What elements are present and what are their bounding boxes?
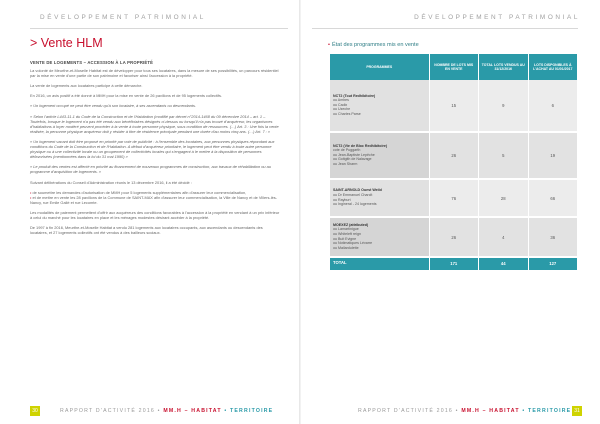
header-lots-vendus: TOTAL LOTS VENDUS AU 31/12/2016 <box>479 54 529 80</box>
paragraph-council: Suivant délibérations du Conseil d'Administration réunis le 13 décembre 2016, il a été décidé : <box>30 179 192 185</box>
total-vendus: 44 <box>479 257 529 271</box>
cell-vendus: 9 <box>479 80 529 132</box>
decision-list <box>30 190 280 205</box>
total-label: TOTAL <box>330 257 429 271</box>
paragraph-payment: Les modalités de paiement permettent d'offrir aux acquéreurs des conditions favorables à l'accession à la propriété en vendant à un prix inférieur à celui du marché pour les locataires en place et les ménages modestes désirant accéder à la propriété. <box>30 209 280 220</box>
quote-vacant: « Un logement vacant doit être proposé en priorité par voie de publicité : à l'ensemble des locataires, aux personnes physiques répondant aux conditions du Code de la Construction et de l'Habitation. A défaut d'acquéreur prioritaire, le logement peut être vendu à toute autre personne physique ou à une collectivité locale ou un groupement de collectivités locales qui s'engagent à le mettre à la disposition de personnes défavorisées (mentionnées dans la loi du 31 mai 1990) » <box>30 138 275 160</box>
cell-disponibles: 6 <box>528 80 578 132</box>
programme-cell: NCT2 (Vie de Bloc Redhibitoire) cote de Puggarth ou Jean-Baptiste Lepêche ou Goltgith de Nalavage ou Jean Sharm <box>330 132 429 179</box>
footer-brand: MM.H – HABITAT <box>461 408 520 414</box>
cell-vendus: 28 <box>479 179 529 217</box>
footer-brand-territoire: • TERRITOIRE <box>522 408 572 414</box>
list-item: • de soumettre les demandes d'autorisation de MMH pour 5 logements supplémentaires afin d'assurer leur commercialisation, <box>30 190 280 195</box>
footer-brand: MM.H – HABITAT <box>163 408 222 414</box>
cell-vendus: 4 <box>479 217 529 257</box>
cell-mis-en-vente: 15 <box>429 80 479 132</box>
header-lots-mis-en-vente: NOMBRE DE LOTS MIS EN VENTE <box>429 54 479 80</box>
total-mis-en-vente: 171 <box>429 257 479 271</box>
table-title: • État des programmes mis en vente <box>328 42 419 48</box>
footer-left <box>60 408 273 414</box>
footer-right <box>358 408 571 414</box>
cell-vendus: 5 <box>479 132 529 179</box>
programmes-table <box>330 54 578 272</box>
table-row <box>330 217 578 257</box>
programme-cell: NCT2 (Tout Redhibitoire) ou Ambes ou Cadix ou Uzeche ou Charles Parse <box>330 80 429 132</box>
top-rule-left <box>30 28 288 29</box>
paragraph-intro: La volonté de Meurthe-et-Moselle Habitat est de développer pour tous ses locataires, dans la mesure de ses possibilités, un parcours résidentiel par la mise en vente d'une partie de son patrimoine et favoriser ainsi l'accession à la propriété. <box>30 68 279 79</box>
header-lots-disponibles: LOTS DISPONIBLES À L'ACHAT AU 01/01/2017 <box>528 54 578 80</box>
body-text <box>30 60 280 240</box>
footer-report-label: RAPPORT D'ACTIVITÉ 2016 • <box>358 408 459 414</box>
programme-cell: MOEXEZ (attributed) ou Lamartinigue ou Whiteleft reign ou Buit Evigne ou Notimatiques Lévarre ou Mailardulette <box>330 217 429 257</box>
table-row <box>330 179 578 217</box>
paragraph-history: De 1997 à fin 2016, Meurthe-et-Moselle Habitat a vendu 281 logements aux locataires occupants, aux ascendants ou descendants des locataires, et 27 logements collectifs ont été vendus à des bailleurs sociaux. <box>30 225 263 236</box>
section-title: > Vente HLM <box>30 36 103 50</box>
page-number-right: 31 <box>572 406 582 416</box>
programme-cell: SAINT-ARNOLD Ouest Weild ou Dr Emmanuel Charclt ou Rayburt ou Ingineral - 24 logements <box>330 179 429 217</box>
paragraph-sale: La vente de logements aux locataires participe à cette démarche. <box>30 83 143 89</box>
table-header-row <box>330 54 578 80</box>
subheading: VENTE DE LOGEMENTS – ACCESSION À LA PROPRIÉTÉ <box>30 60 154 65</box>
cell-disponibles: 36 <box>528 217 578 257</box>
quote-proceeds: « Le produit des ventes est affecté en priorité au financement de nouveaux programmes de construction, aux travaux de réhabilitation ou au programme d'acquisition de logements. » <box>30 164 271 175</box>
total-row <box>330 257 578 271</box>
right-page <box>300 0 600 424</box>
cell-mis-en-vente: 26 <box>429 217 479 257</box>
cell-disponibles: 66 <box>528 179 578 217</box>
header-programmes: PROGRAMMES <box>330 54 429 80</box>
bullet-icon: • <box>328 42 330 48</box>
footer-brand-territoire: • TERRITOIRE <box>224 408 274 414</box>
cell-mis-en-vente: 76 <box>429 179 479 217</box>
list-item: • et de mettre en vente les 28 pavillons de la Commune de SAINT-MAX afin d'assurer leur commercialisation, la Ville de Nancy et de Villers-lès-Nancy, rue Emile Gallé et rue Lecomte. <box>30 195 280 205</box>
running-head-left: DÉVELOPPEMENT PATRIMONIAL <box>40 14 206 21</box>
page-number-left: 30 <box>30 406 40 416</box>
cell-mis-en-vente: 26 <box>429 132 479 179</box>
footer-report-label: RAPPORT D'ACTIVITÉ 2016 • <box>60 408 161 414</box>
quote-occupied: « Un logement occupé ne peut être vendu qu'à son locataire, à ses ascendants ou descendants. <box>30 103 196 109</box>
table-row <box>330 80 578 132</box>
running-head-right: DÉVELOPPEMENT PATRIMONIAL <box>414 14 580 21</box>
quote-article: « Selon l'article L443-11-1 du Code de la Construction et de l'Habitation (modifié par décret n°2014-1468 du 09 décembre 2014 – art. 1 – Toutefois, lorsque le logement n'a pas été vendu aux bénéficiaires désignés ci-dessus ou lorsqu'il n'a pas trouvé d'acquéreur, les organismes d'habitations à loyer modéré peuvent procéder à la vente à toute personne physique, sous condition de ressources. (…) Art. 3 : Une fois la vente réalisée, la personne physique acquéreur doit y résider à titre de résidence principale pendant une durée d'au moins cinq ans. (…) Art. 7 : » <box>30 113 279 134</box>
total-disponibles: 127 <box>528 257 578 271</box>
paragraph-2016: En 2016, un avis positif a été donné à MMH pour la mise en vente de 26 pavillons et de 95 logements collectifs. <box>30 93 223 99</box>
top-rule-right <box>312 28 578 29</box>
cell-disponibles: 19 <box>528 132 578 179</box>
table-row <box>330 132 578 179</box>
